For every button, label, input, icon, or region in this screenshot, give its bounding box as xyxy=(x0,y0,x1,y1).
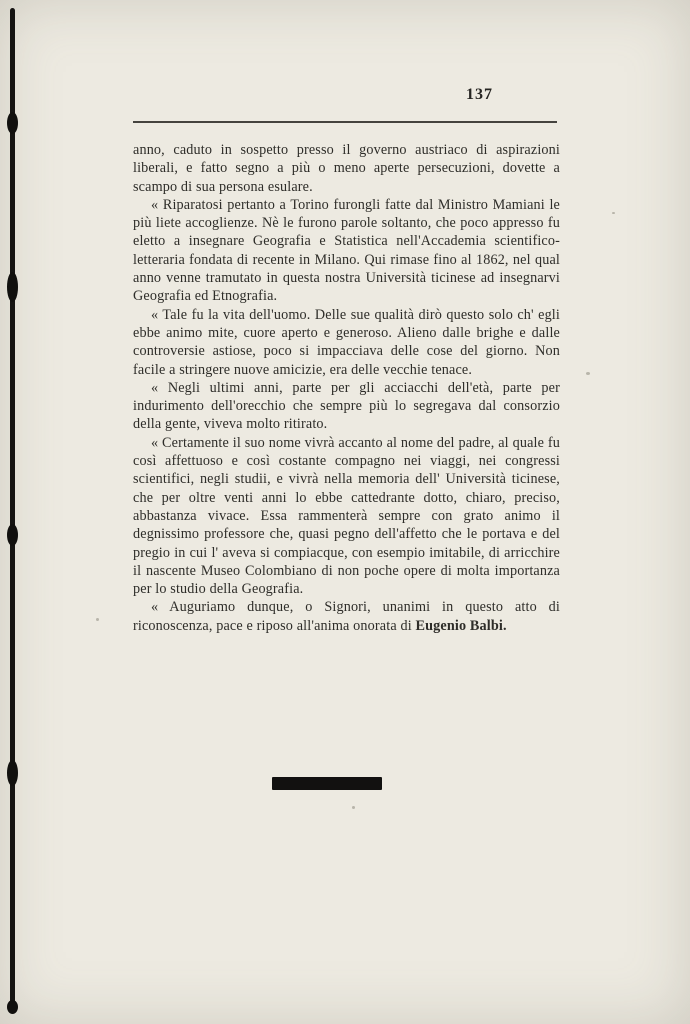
paragraph: « Tale fu la vita dell'uomo. Delle sue qualità dirò questo solo ch' egli ebbe animo mite, cuore aperto e generoso. Alieno dalle brighe e dalle controversie astiose, poco si impacciava delle cose del giorno. Non facile a stringere nuove amicizie, era delle vecchie tenace. xyxy=(133,306,560,378)
paragraph: « Certamente il suo nome vivrà accanto al nome del padre, al quale fu così affettuoso e così costante compagno nei viaggi, nei congressi scientifici, negli studii, e vivrà nella memoria dell' Università ticinese, che per oltre venti anni lo ebbe cattedrante dotto, chiaro, preciso, abbastanza vivace. Essa rammenterà sempre con grato animo il degnissimo professore che, quasi pegno dell'affetto che le portava e del pregio in cui l' aveva si compiacque, con esempio imitabile, di arricchire il nascente Museo Colombiano di non poche opere di molta importanza per lo studio della Geografia. xyxy=(133,434,560,598)
binding-mark xyxy=(7,1000,18,1014)
closing-paragraph xyxy=(133,598,560,635)
binding-mark xyxy=(7,524,18,546)
binding-mark xyxy=(7,112,18,134)
ink-bar xyxy=(272,777,382,790)
author-name: Eugenio Balbi. xyxy=(415,617,507,634)
closing-text: « Auguriamo dunque, o Signori, unanimi in questo atto di riconoscenza, pace e riposo all'anima onorata di xyxy=(133,599,560,634)
paragraph: « Riparatosi pertanto a Torino furongli fatte dal Ministro Mamiani le più liete accoglienze. Nè le furono parole soltanto, che poco appresso fu eletto a insegnare Geografia e Statistica nell'Accademia scientifico-letteraria fondata di recente in Milano. Qui rimase fino al 1862, nel qual anno venne tramutato in questa nostra Università ticinese ad insegnarvi Geografia ed Etnografia. xyxy=(133,196,560,305)
binding-mark xyxy=(7,760,18,786)
paper-speck xyxy=(352,806,355,809)
binding-mark xyxy=(7,272,18,302)
header-rule xyxy=(133,121,557,123)
paper-speck xyxy=(96,618,99,621)
binding-edge xyxy=(10,8,15,1010)
paper-speck xyxy=(612,212,615,214)
paper-speck xyxy=(586,372,590,375)
paragraph: « Negli ultimi anni, parte per gli acciacchi dell'età, parte per indurimento dell'orecchio che sempre più lo segregava dal consorzio della gente, viveva molto ritirato. xyxy=(133,379,560,433)
page-number: 137 xyxy=(466,86,493,103)
body-text xyxy=(133,141,560,635)
paragraph: anno, caduto in sospetto presso il governo austriaco di aspirazioni liberali, e fatto segno a più o meno aperte persecuzioni, dovette a scampo di sua persona esulare. xyxy=(133,142,560,195)
